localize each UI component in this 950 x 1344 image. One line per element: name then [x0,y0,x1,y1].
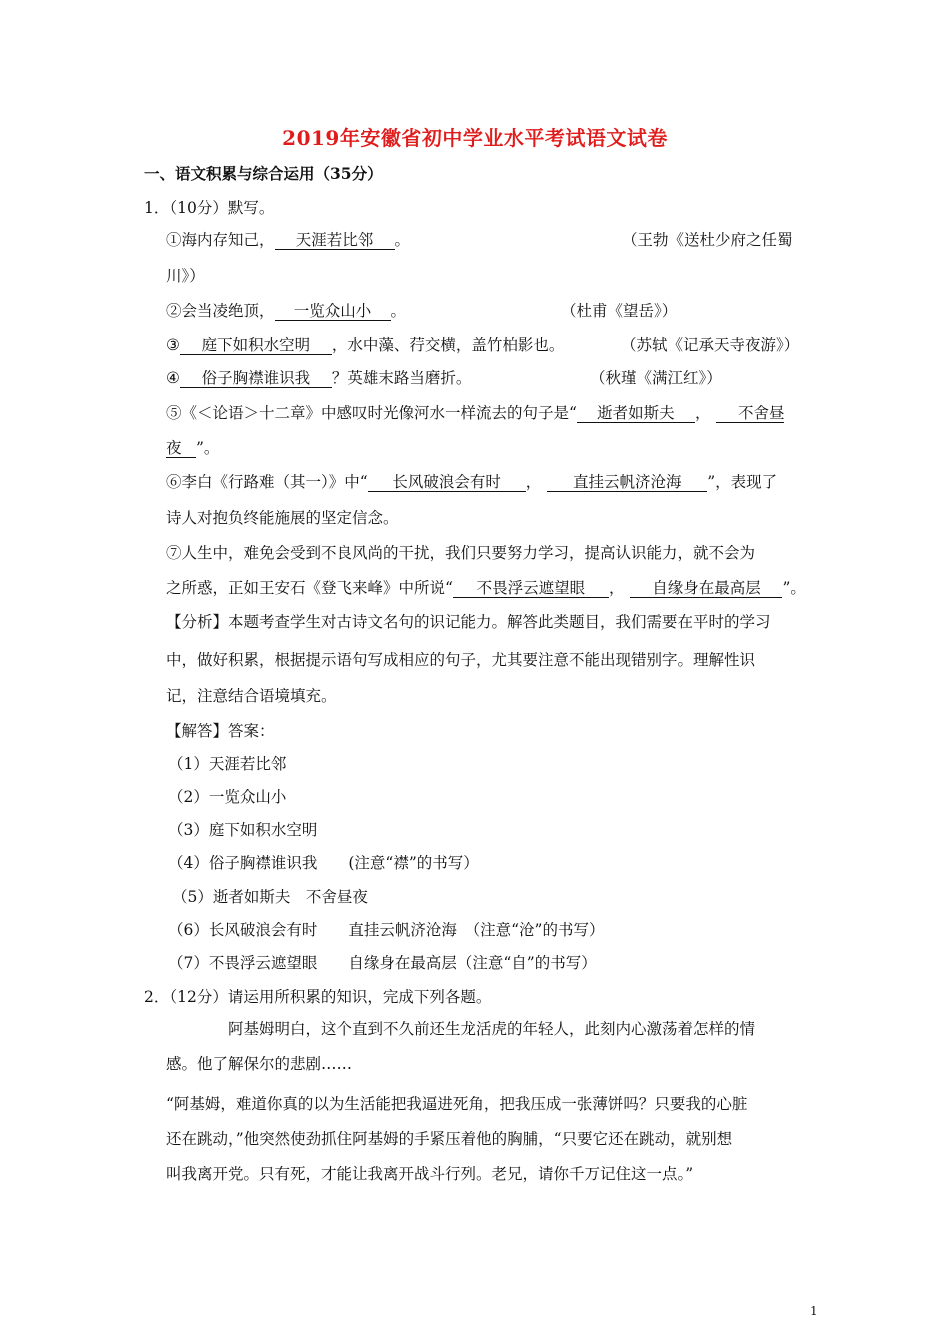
page-title: 2019年安徽省初中学业水平考试语文试卷 [282,126,668,150]
question-2-heading: 2．（12分）请运用所积累的知识，完成下列各题。 [144,988,492,1006]
passage-line: “阿基姆，难道你真的以为生活能把我逼进死角，把我压成一张薄饼吗？只要我的心脏 [166,1095,748,1113]
q1-item-2: ②会当凌绝顶， 一览众山小 。 [166,302,407,320]
answer-blank: 夜 [166,439,196,458]
q1-item-1: ①海内存知己， 天涯若比邻 。 [166,231,411,249]
passage-line: 阿基姆明白，这个直到不久前还生龙活虎的年轻人，此刻内心激荡着怎样的情 [228,1020,756,1038]
answer-blank: 不舍昼 [716,404,784,423]
answer-blank: 俗子胸襟谁识我 [180,369,332,388]
answer-blank: 直挂云帆济沧海 [547,473,707,492]
answer-blank: 天涯若比邻 [275,231,395,250]
q1-item-7-cont: 之所惑，正如王安石《登飞来峰》中所说“ 不畏浮云遮望眼 ， 自缘身在最高层 ”。 [166,579,806,597]
q1-item-5-cont: 夜 ”。 [166,439,220,457]
section-heading: 一、语文积累与综合运用（35分） [144,164,383,183]
answer-line: （1）天涯若比邻 [168,755,287,773]
q1-item-6-cont: 诗人对抱负终能施展的坚定信念。 [166,509,399,527]
answer-line: （3）庭下如积水空明 [168,821,318,839]
answer-line: （7）不畏浮云遮望眼 自缘身在最高层（注意“自”的书写） [168,954,597,972]
q1-item-4-source: （秋瑾《满江红》） [590,369,722,387]
answer-line: （5）逝者如斯夫 不舍昼夜 [172,888,368,906]
q1-item-1-source-cont: 川》） [166,267,205,285]
q1-item-6: ⑥李白《行路难（其一）》中“ 长风破浪会有时 ， 直挂云帆济沧海 ”，表现了 [166,473,778,491]
q1-item-2-source: （杜甫《望岳》） [561,302,678,320]
answer-blank: 不畏浮云遮望眼 [453,579,609,598]
answer-heading: 【解答】答案： [166,722,275,740]
passage-line: 还在跳动，”他突然使劲抓住阿基姆的手紧压着他的胸脯，“只要它还在跳动，就别想 [166,1130,733,1148]
answer-blank: 自缘身在最高层 [630,579,782,598]
answer-blank: 逝者如斯夫 [577,404,695,423]
q1-item-3-source: （苏轼《记承天寺夜游》） [621,336,800,354]
analysis-line: 中，做好积累，根据提示语句写成相应的句子，尤其要注意不能出现错别字。理解性识 [166,651,756,669]
passage-line: 感。他了解保尔的悲剧…… [166,1055,353,1073]
page-number: 1 [810,1304,818,1318]
q1-item-7: ⑦人生中，难免会受到不良风尚的干扰，我们只要努力学习，提高认识能力，就不会为 [166,544,756,562]
answer-line: （4）俗子胸襟谁识我 (注意“襟”的书写） [168,854,479,872]
q1-item-4: ④ 俗子胸襟谁识我 ？英雄末路当磨折。 [166,369,472,387]
q1-item-1-source: （王勃《送杜少府之任蜀 [622,231,793,249]
q1-item-3: ③ 庭下如积水空明 ，水中藻、荇交横，盖竹柏影也。 [166,336,565,354]
answer-blank: 一览众山小 [275,302,391,321]
passage-line: 叫我离开党。只有死，才能让我离开战斗行列。老兄，请你千万记住这一点。” [166,1165,694,1183]
answer-blank: 庭下如积水空明 [180,336,332,355]
answer-blank: 长风破浪会有时 [368,473,526,492]
analysis-line: 【分析】本题考查学生对古诗文名句的识记能力。解答此类题目，我们需要在平时的学习 [166,613,771,631]
analysis-line: 记，注意结合语境填充。 [166,687,337,705]
answer-line: （6）长风破浪会有时 直挂云帆济沧海 （注意“沧”的书写） [168,921,605,939]
answer-line: （2）一览众山小 [168,788,287,806]
question-1-heading: 1．（10分）默写。 [144,199,275,217]
q1-item-5: ⑤《＜论语＞十二章》中感叹时光像河水一样流去的句子是“ 逝者如斯夫 ， 不舍昼 [166,404,785,422]
